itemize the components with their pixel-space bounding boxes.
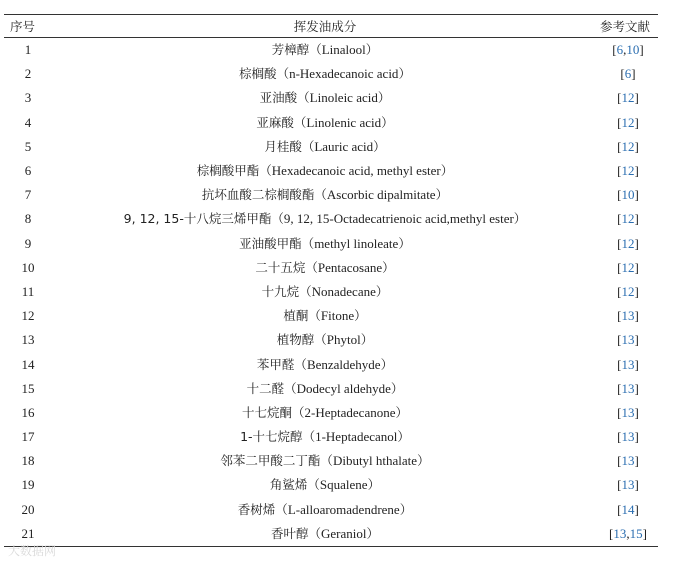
row-number: 17 [21, 429, 35, 445]
reference-cell: [12] [617, 235, 639, 251]
header-no: 序号 [10, 19, 36, 34]
row-number: 19 [21, 477, 35, 493]
reference-link[interactable]: 13 [621, 429, 635, 445]
row-number: 4 [24, 114, 32, 130]
reference-link[interactable]: 12 [621, 163, 635, 179]
component-chinese-name: 十九烷 [261, 283, 300, 299]
component-chinese-name: 香树烯 [237, 501, 276, 517]
component-chinese-name: 二十五烷 [255, 259, 306, 275]
row-number: 15 [21, 380, 35, 396]
reference-cell: [13] [617, 356, 639, 372]
open-paren: （ [308, 308, 321, 324]
component-english-name: Phytol [326, 332, 361, 348]
table-row [4, 207, 658, 231]
reference-link[interactable]: 12 [621, 283, 635, 299]
table-row [4, 449, 658, 473]
header-row [4, 15, 658, 38]
table-row [4, 159, 658, 183]
component-english-name: Linolenic acid [306, 114, 382, 130]
reference-cell: [6,10] [612, 42, 644, 58]
table-row [4, 473, 658, 497]
component-cell [52, 352, 598, 376]
component-chinese-name: 苯甲醛 [256, 356, 295, 372]
open-paren: （ [276, 66, 290, 82]
row-number: 10 [21, 259, 35, 275]
reference-cell: [13,15] [609, 525, 647, 541]
component-cell [52, 425, 598, 449]
component-english-name: 2-Heptadecanone [304, 404, 396, 420]
component-cell [52, 62, 598, 86]
volatile-oil-table-container [4, 14, 658, 547]
component-english-name: Lauric acid [314, 138, 374, 154]
reference-link[interactable]: 13 [621, 332, 635, 348]
watermark-text: 大数据网 [8, 544, 57, 558]
open-paren: （ [301, 235, 315, 251]
row-number: 9 [24, 235, 32, 251]
open-paren: （ [271, 211, 284, 227]
component-english-name: Dodecyl aldehyde [296, 380, 391, 396]
close-paren: ） [397, 429, 410, 445]
reference-cell: [13] [617, 477, 639, 493]
table-header [4, 15, 658, 38]
table-row [4, 111, 658, 135]
table-row [4, 86, 658, 110]
component-english-name: L-alloaromadendrene [287, 501, 400, 517]
component-english-name: Fitone [320, 308, 355, 324]
reference-cell: [13] [617, 332, 639, 348]
reference-link[interactable]: 13 [621, 380, 635, 396]
open-paren: （ [275, 501, 288, 517]
table-row [4, 377, 658, 401]
open-paren: （ [284, 380, 297, 396]
close-paren: ） [377, 90, 391, 106]
table-row [4, 38, 658, 63]
component-chinese-name: 亚麻酸 [256, 114, 294, 130]
component-chinese-name: 角鲨烯 [269, 477, 308, 493]
reference-cell: [12] [617, 90, 639, 106]
component-cell [52, 401, 598, 425]
component-cell [52, 86, 598, 110]
row-number: 20 [21, 501, 35, 517]
table-row [4, 135, 658, 159]
component-english-name: Nonadecane [311, 283, 376, 299]
open-paren: （ [259, 163, 272, 179]
reference-link[interactable]: 12 [621, 114, 635, 130]
reference-link[interactable]: 12 [621, 90, 635, 106]
open-paren: （ [308, 525, 322, 541]
table-row [4, 498, 658, 522]
component-cell [52, 256, 598, 280]
reference-cell: [13] [617, 429, 639, 445]
component-english-name: 1-Heptadecanol [315, 429, 398, 445]
row-number: 2 [24, 66, 32, 82]
component-chinese-name: 十七烷酮 [242, 404, 293, 420]
component-chinese-name: 香叶醇 [270, 525, 309, 541]
component-cell [52, 449, 598, 473]
component-chinese-name: 芳樟醇 [271, 42, 310, 58]
table-row [4, 62, 658, 86]
component-english-name: Squalene [319, 477, 368, 493]
reference-cell: [10] [617, 187, 639, 203]
open-paren: （ [301, 138, 315, 154]
open-paren: （ [292, 404, 305, 420]
reference-cell: [13] [617, 380, 639, 396]
row-number: 5 [24, 138, 32, 154]
reference-link[interactable]: 13 [613, 525, 627, 541]
reference-cell: [12] [617, 138, 639, 154]
open-paren: （ [309, 42, 322, 58]
component-english-name: Hexadecanoic acid, methyl ester [271, 163, 441, 179]
row-number: 13 [21, 332, 35, 348]
reference-cell: [14] [617, 501, 639, 517]
close-paren: ） [367, 477, 381, 493]
reference-link[interactable]: 10 [626, 42, 640, 58]
reference-link[interactable]: 13 [621, 453, 635, 469]
volatile-oil-table [4, 14, 658, 547]
component-english-name: 9, 12, 15-Octadecatrienoic acid,methyl ester [283, 211, 514, 227]
reference-cell: [12] [617, 259, 639, 275]
component-chinese-name: 月桂酸 [264, 138, 302, 154]
table-row [4, 232, 658, 256]
reference-link[interactable]: 6 [624, 66, 632, 82]
open-paren: （ [294, 356, 307, 372]
component-chinese-name: 植物醇 [276, 332, 315, 348]
component-chinese-name: 棕榈酸 [239, 66, 277, 82]
component-english-name: Geraniol [321, 525, 367, 541]
reference-cell: [13] [617, 453, 639, 469]
row-number: 3 [24, 90, 32, 106]
component-cell [52, 135, 598, 159]
close-paren: ） [381, 114, 394, 130]
component-cell [52, 498, 598, 522]
open-paren: （ [314, 187, 327, 203]
watermark [8, 542, 56, 559]
close-paren: ） [395, 404, 408, 420]
close-paren: ） [365, 42, 379, 58]
table-row [4, 183, 658, 207]
row-number: 1 [24, 42, 32, 58]
reference-link[interactable]: 13 [621, 308, 635, 324]
header-component: 挥发油成分 [293, 19, 357, 34]
open-paren: （ [307, 477, 320, 493]
component-chinese-name: 亚油酸甲酯 [239, 235, 302, 251]
component-english-name: Pentacosane [317, 259, 383, 275]
component-cell [52, 159, 598, 183]
table-row [4, 352, 658, 376]
component-english-name: methyl linoleate [314, 235, 399, 251]
component-cell [52, 328, 598, 352]
reference-link[interactable]: 13 [621, 356, 635, 372]
reference-cell: [13] [617, 404, 639, 420]
component-chinese-name: 亚油酸 [259, 90, 298, 106]
close-paren: ） [360, 332, 374, 348]
reference-link[interactable]: 13 [621, 404, 635, 420]
component-chinese-name: 1-十七烷醇 [240, 429, 303, 445]
component-cell [52, 111, 598, 135]
reference-link[interactable]: 12 [621, 138, 635, 154]
table-row [4, 328, 658, 352]
table-row [4, 425, 658, 449]
component-cell [52, 38, 598, 63]
table-row [4, 401, 658, 425]
row-number: 18 [21, 453, 35, 469]
component-cell [52, 377, 598, 401]
reference-link[interactable]: 13 [621, 477, 635, 493]
reference-cell: [12] [617, 283, 639, 299]
reference-link[interactable]: 10 [621, 187, 635, 203]
reference-cell: [12] [617, 163, 639, 179]
close-paren: ） [373, 138, 386, 154]
close-paren: ） [354, 308, 367, 324]
reference-link[interactable]: 15 [629, 525, 643, 541]
row-number: 11 [21, 283, 35, 299]
reference-cell: [12] [617, 114, 639, 130]
component-english-name: n-Hexadecanoic acid [289, 66, 399, 82]
close-paren: ） [440, 163, 454, 179]
table-row [4, 280, 658, 304]
row-number: 16 [21, 404, 35, 420]
component-english-name: Linalool [321, 42, 366, 58]
component-english-name: Ascorbic dipalmitate [326, 187, 436, 203]
reference-cell: [13] [617, 308, 639, 324]
close-paren: ） [398, 66, 411, 82]
reference-cell: [12] [617, 211, 639, 227]
close-paren: ） [398, 235, 411, 251]
component-cell [52, 207, 598, 231]
row-number: 14 [21, 356, 35, 372]
open-paren: （ [293, 114, 307, 130]
open-paren: （ [314, 332, 327, 348]
reference-link[interactable]: 14 [621, 501, 635, 517]
table-row [4, 304, 658, 328]
component-english-name: Benzaldehyde [306, 356, 381, 372]
component-chinese-name: 抗坏血酸二棕榈酸酯 [201, 187, 315, 203]
close-paren: ） [513, 211, 527, 227]
reference-link[interactable]: 12 [621, 211, 635, 227]
close-paren: ） [366, 525, 380, 541]
close-paren: ） [390, 380, 404, 396]
table-row [4, 522, 658, 547]
header-ref: 参考文献 [599, 19, 650, 34]
row-number: 12 [21, 308, 35, 324]
component-chinese-name: 十二醛 [246, 380, 285, 396]
table-body [4, 38, 658, 547]
component-chinese-name: 9, 12, 15-十八烷三烯甲酯 [123, 211, 272, 227]
open-paren: （ [299, 283, 312, 299]
open-paren: （ [297, 90, 310, 106]
component-cell [52, 183, 598, 207]
open-paren: （ [302, 429, 316, 445]
component-cell [52, 280, 598, 304]
close-paren: ） [399, 501, 413, 517]
table-row [4, 256, 658, 280]
close-paren: ） [375, 283, 389, 299]
reference-link[interactable]: 12 [621, 235, 635, 251]
close-paren: ） [417, 453, 430, 469]
reference-cell: [6] [620, 66, 636, 82]
component-cell [52, 304, 598, 328]
component-cell [52, 473, 598, 497]
open-paren: （ [305, 259, 318, 275]
row-number: 7 [24, 187, 32, 203]
row-number: 6 [24, 163, 32, 179]
close-paren: ） [435, 187, 449, 203]
component-english-name: Linoleic acid [309, 90, 378, 106]
component-chinese-name: 邻苯二甲酸二丁酯 [220, 453, 321, 469]
close-paren: ） [382, 259, 395, 275]
component-cell [52, 232, 598, 256]
reference-link[interactable]: 6 [616, 42, 624, 58]
open-paren: （ [320, 453, 333, 469]
component-chinese-name: 棕榈酸甲酯 [196, 163, 260, 179]
component-cell [52, 522, 598, 547]
component-english-name: Dibutyl hthalate [332, 453, 418, 469]
component-chinese-name: 植酮 [283, 308, 309, 324]
close-paren: ） [380, 356, 394, 372]
row-number: 21 [21, 525, 35, 541]
row-number: 8 [24, 211, 32, 227]
reference-link[interactable]: 12 [621, 259, 635, 275]
